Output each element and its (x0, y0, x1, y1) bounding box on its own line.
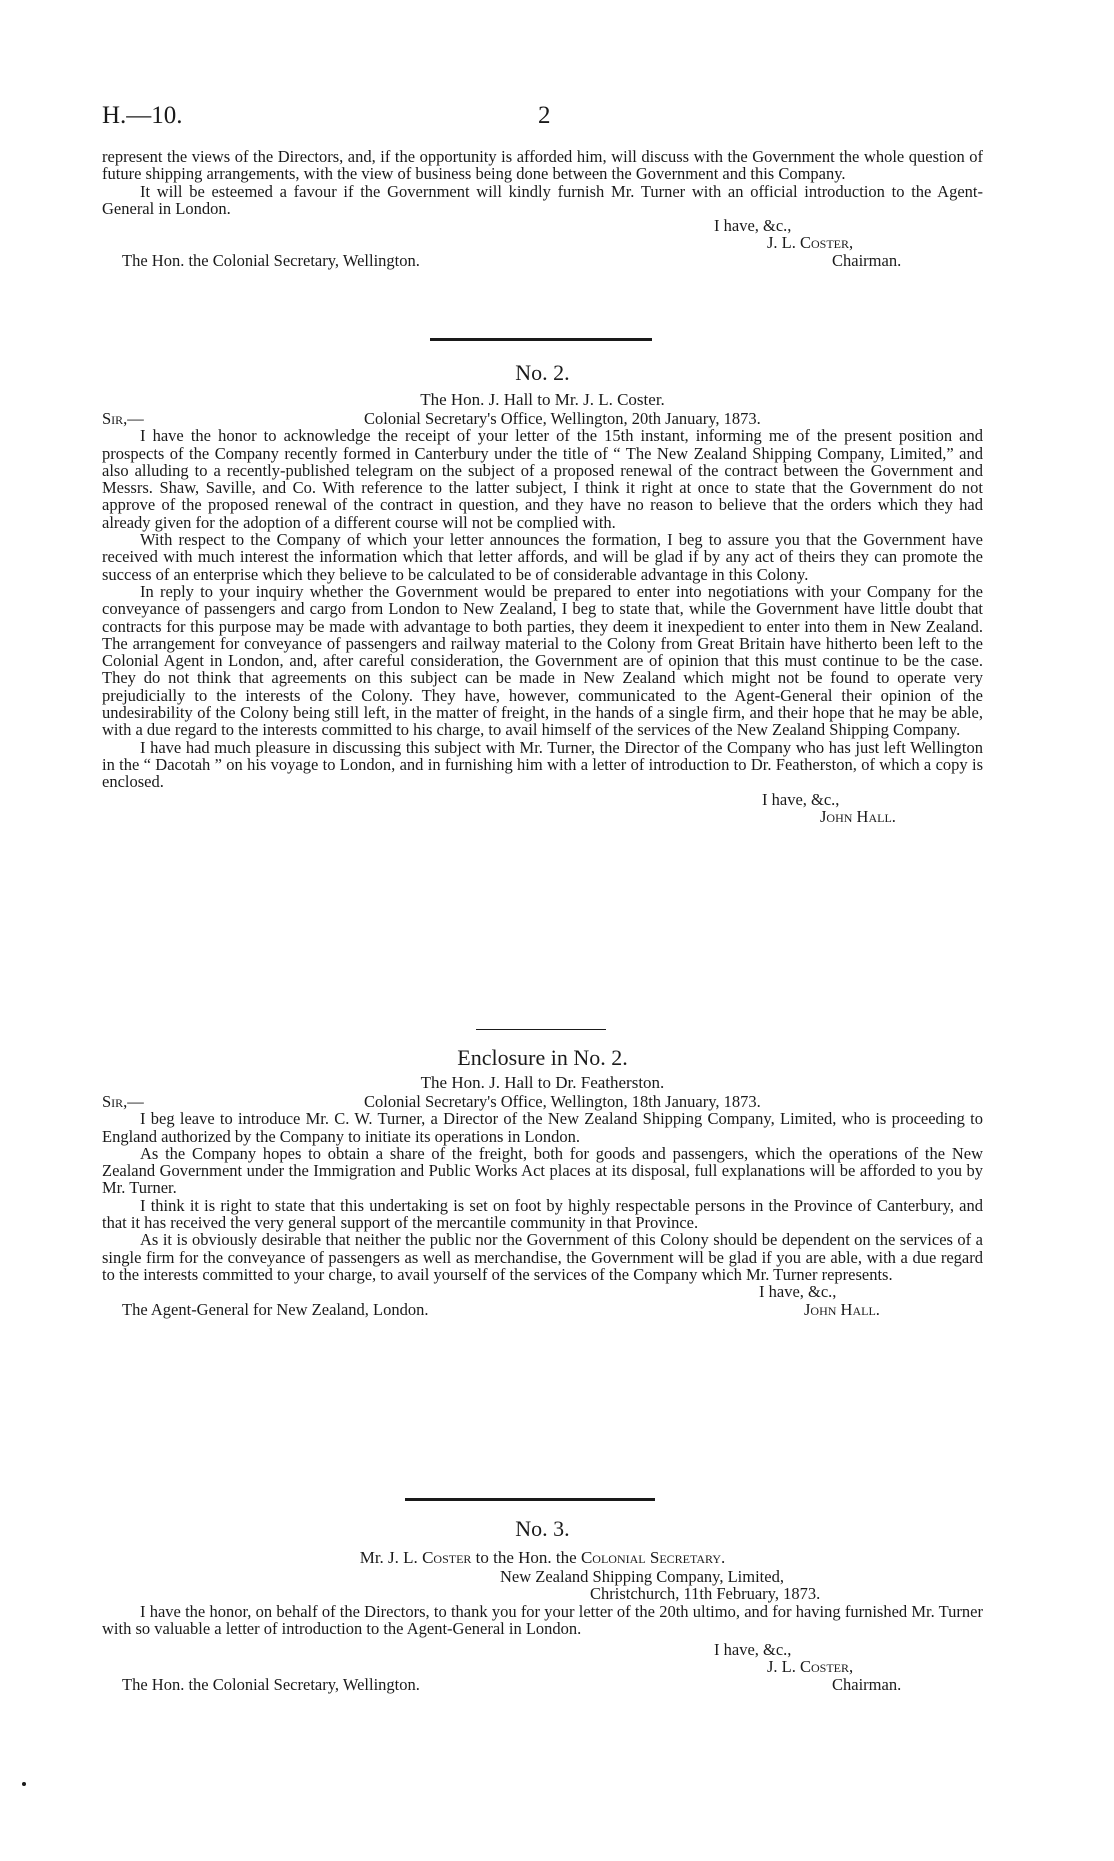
closing-row (102, 791, 983, 808)
signature-row (102, 808, 983, 825)
opening-letter (102, 148, 983, 269)
divider-rule (405, 1498, 655, 1501)
paragraph: represent the views of the Directors, and, if the opportunity is afforded him, will discuss with the Government the whole question of future shipping arrangements, with the view of business being done between the Government and this Company. (102, 147, 983, 184)
closing: I have, &c., (714, 1640, 792, 1660)
letter-no-2 (102, 360, 983, 825)
salutation: Sir,— (102, 409, 144, 428)
signature: John Hall. (820, 806, 896, 826)
paragraph: I have the honor to acknowledge the receipt of your letter of the 15th instant, informing me of the present position and prospects of the Company recently formed in Canterbury under the title of “ The New Zealand Shipping Company, Limited,” and also alluding to a recently-published telegram on the subject of a proposed renewal of the contract between the Government and Messrs. Shaw, Saville, and Co. With reference to the latter subject, I think it right at once to state that the Government do not approve of the proposed renewal of the contract in question, and they have no reason to believe that the orders which they had already given for the adoption of a different course will not be complied with. (102, 426, 983, 532)
paragraph: I have the honor, on behalf of the Directors, to thank you for your letter of the 20th ultimo, and for having furnished Mr. Turner with so valuable a letter of introduction to the Agent-General in London. (102, 1601, 983, 1638)
dateline: Colonial Secretary's Office, Wellington, 20th January, 1873. (364, 409, 761, 428)
address-line: Christchurch, 11th February, 1873. (590, 1584, 821, 1604)
subheading-part: . (721, 1548, 726, 1567)
paragraph: It will be esteemed a favour if the Government will kindly furnish Mr. Turner with an official introduction to the Agent-General in London. (102, 181, 983, 218)
paragraph: I have had much pleasure in discussing this subject with Mr. Turner, the Director of the Company who has just left Wellington in the “ Dacotah ” on his voyage to London, and in furnishing him with a letter of introduction to Dr. Featherston, of which a copy is enclosed. (102, 737, 983, 792)
addressee: The Hon. the Colonial Secretary, Wellington. (122, 1674, 420, 1694)
address-row (102, 1568, 983, 1585)
enclosure-subheading: The Hon. J. Hall to Dr. Featherston. (420, 1073, 665, 1092)
divider-rule (430, 338, 652, 341)
salutation-row (102, 1093, 983, 1110)
addressee-row (102, 252, 983, 269)
paragraph: As it is obviously desirable that neither the public nor the Government of this Colony should be dependent on the services of a single firm for the conveyance of passengers as well as merchandise, the Government will be glad if you are able, with a due regard to the interests committed to your charge, to avail yourself of the services of the Company which Mr. Turner represents. (102, 1230, 983, 1284)
signature-title: Chairman. (832, 250, 902, 270)
addressee: The Agent-General for New Zealand, London. (122, 1299, 429, 1319)
signature-row (102, 234, 983, 251)
signature: John Hall. (804, 1299, 880, 1319)
addressee: The Hon. the Colonial Secretary, Wellington. (122, 250, 420, 270)
subheading-part: Colonial Secretary (580, 1548, 722, 1567)
closing-row (102, 1283, 983, 1300)
thin-divider (476, 1029, 606, 1030)
letter-subheading (102, 1548, 983, 1568)
addressee-row (102, 1301, 983, 1318)
subheading-part: Coster (422, 1548, 472, 1567)
report-code: H.—10. (102, 102, 183, 129)
signature: J. L. Coster, (767, 233, 854, 253)
page-number: 2 (538, 102, 551, 129)
closing-row (102, 217, 983, 234)
section-divider (430, 338, 652, 341)
signature-row (102, 1658, 983, 1675)
closing: I have, &c., (762, 789, 840, 809)
enclosure-letter (102, 1045, 983, 1318)
paragraph: I beg leave to introduce Mr. C. W. Turner, a Director of the New Zealand Shipping Company, Limited, who is proceeding to England authorized by the Company to initiate its operations in London. (102, 1109, 983, 1146)
address-line: New Zealand Shipping Company, Limited, (500, 1567, 784, 1586)
letter-heading: No. 2. (515, 360, 570, 385)
closing: I have, &c., (714, 216, 792, 236)
signature-title: Chairman. (832, 1674, 902, 1694)
paragraph: As the Company hopes to obtain a share of the freight, both for goods and passengers, which the operations of the New Zealand Government under the Immigration and Public Works Act places at its disposal, full explanations will be afforded to you by Mr. Turner. (102, 1143, 983, 1198)
letter-subheading: The Hon. J. Hall to Mr. J. L. Coster. (420, 390, 665, 409)
letter-heading: No. 3. (515, 1516, 570, 1541)
closing: I have, &c., (759, 1282, 837, 1302)
paragraph: With respect to the Company of which your letter announces the formation, I beg to assure you that the Government have received with much interest the information which that letter affords, and will be glad if by any act of theirs they can promote the success of an enterprise which they believe to be calculated to be of considerable advantage in this Colony. (102, 530, 983, 584)
addressee-row (102, 1676, 983, 1693)
enclosure-heading: Enclosure in No. 2. (457, 1045, 628, 1070)
letter-no-3 (102, 1516, 983, 1693)
signature: J. L. Coster, (767, 1657, 854, 1677)
section-divider (405, 1498, 655, 1501)
subheading-part: to the Hon. the (471, 1548, 581, 1567)
salutation: Sir,— (102, 1092, 144, 1111)
paragraph: In reply to your inquiry whether the Government would be prepared to enter into negotiations with your Company for the conveyance of passengers and cargo from London to New Zealand, I beg to state that, while the Government have little doubt that contracts for this purpose may be made with advantage to both parties, they deem it inexpedient to enter into them in New Zealand. The arrangement for conveyance of passengers and railway material to the Colony from Great Britain have hitherto been left to the Colonial Agent in London, and, after careful consideration, the Government are of opinion that this must continue to be the case. They do not think that agreements on this subject can be made in New Zealand which might not be found to operate very prejudicially to the interests of the Colony. They have, however, communicated to the Agent-General their opinion of the undesirability of the Colony being still left, in the matter of freight, in the hands of a single firm, and their hope that he may be able, with a due regard to the interests committed to his charge, to avail himself of the services of the New Zealand Shipping Company. (102, 581, 983, 740)
closing-row (102, 1641, 983, 1658)
dateline: Colonial Secretary's Office, Wellington, 18th January, 1873. (364, 1092, 761, 1111)
ink-speck (22, 1782, 26, 1786)
address-row (102, 1585, 983, 1602)
salutation-row (102, 410, 983, 427)
running-head (102, 102, 1014, 138)
paragraph: I think it is right to state that this undertaking is set on foot by highly respectable persons in the Province of Canterbury, and that it has received the very general support of the mercantile community in that Province. (102, 1195, 983, 1233)
subheading-part: Mr. J. L. (359, 1548, 423, 1567)
